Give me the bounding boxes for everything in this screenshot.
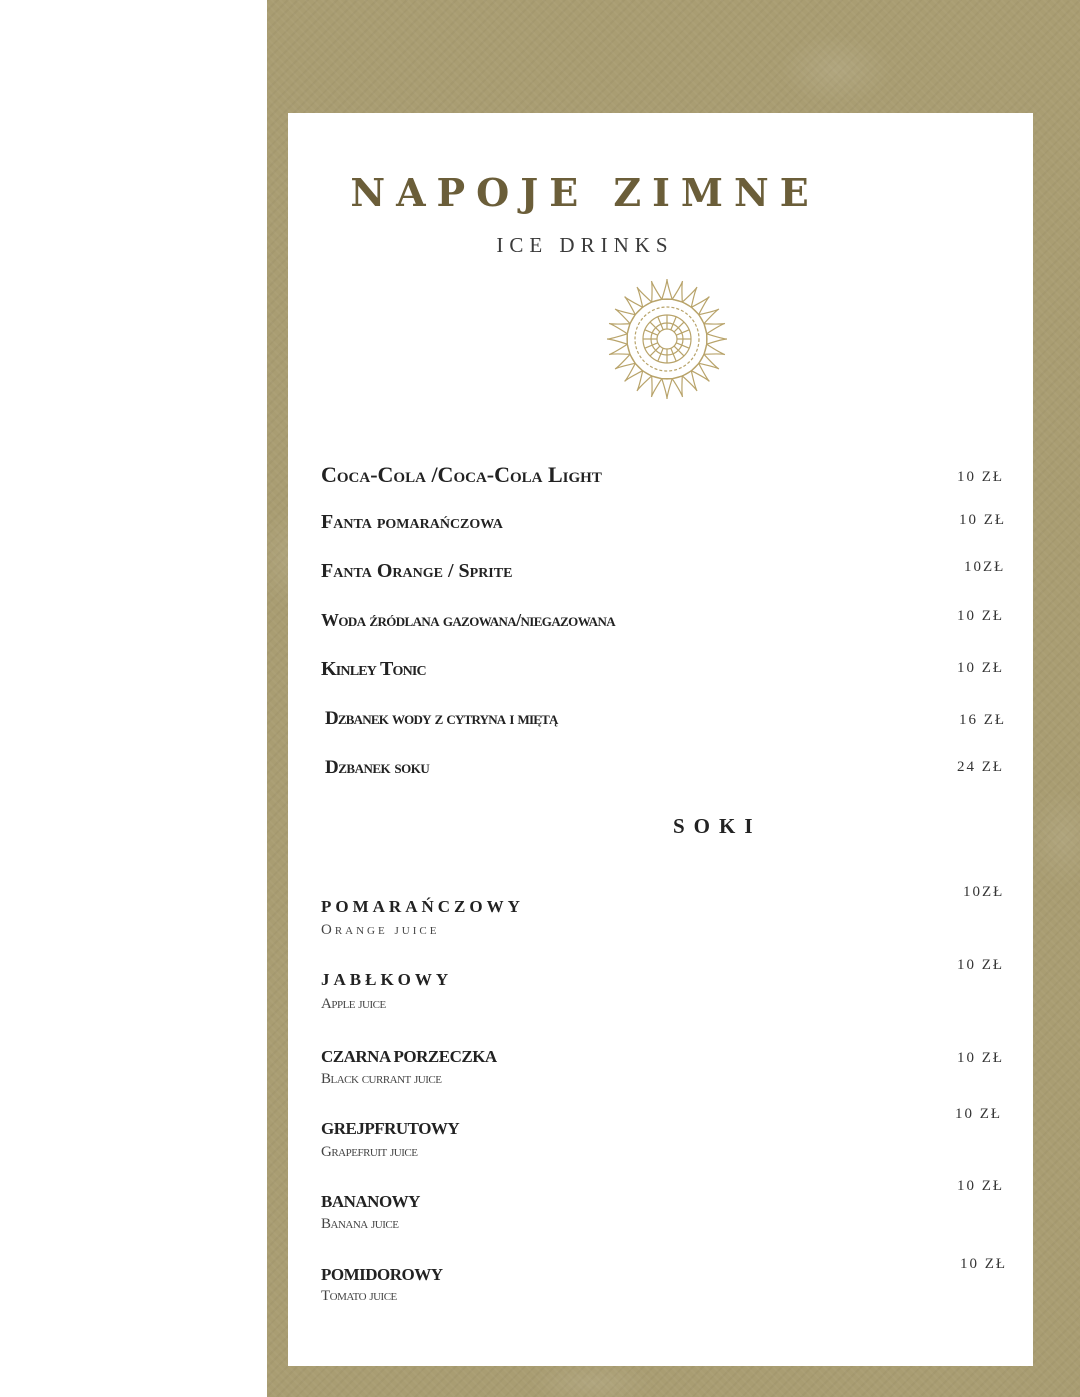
juice-subtitle-apple: Apple juice [321, 996, 386, 1012]
juice-price-bananowy: 10 ZŁ [957, 1178, 1005, 1194]
drink-name-fanta-pomaranczowa: Fanta pomarańczowa [321, 511, 503, 533]
mandala-icon [602, 275, 732, 403]
drink-price-coca-cola: 10 ZŁ [957, 469, 1005, 485]
juice-price-czarna-porzeczka: 10 ZŁ [957, 1050, 1005, 1066]
juice-name-pomidorowy: POMIDOROWY [321, 1265, 443, 1284]
juice-name-jablkowy: JABŁKOWY [321, 970, 453, 989]
juice-price-jablkowy: 10 ZŁ [957, 957, 1005, 973]
drink-price-fanta-orange-sprite: 10ZŁ [964, 559, 1006, 575]
drink-name-dzbanek-soku: Dzbanek soku [325, 757, 430, 778]
juice-subtitle-banana: Banana juice [321, 1216, 399, 1232]
juice-name-bananowy: BANANOWY [321, 1192, 420, 1211]
drink-name-dzbanek-wody: Dzbanek wody z cytryna i miętą [325, 708, 558, 729]
juice-subtitle-grapefruit: Grapefruit juice [321, 1144, 418, 1160]
juice-subtitle-orange: Orange juice [321, 922, 440, 938]
section-heading-soki: SOKI [673, 814, 762, 838]
drink-price-dzbanek-wody: 16 ZŁ [959, 712, 1007, 728]
drink-price-woda-zrodlana: 10 ZŁ [957, 608, 1005, 624]
drink-name-fanta-orange-sprite: Fanta Orange / Sprite [321, 560, 513, 582]
page-title: NAPOJE ZIMNE [350, 170, 820, 215]
drink-name-coca-cola: Coca-Cola /Coca-Cola Light [321, 462, 602, 487]
juice-price-pomaranczowy: 10ZŁ [963, 884, 1005, 900]
juice-subtitle-black-currant: Black currant juice [321, 1071, 442, 1087]
juice-price-pomidorowy: 10 ZŁ [960, 1256, 1008, 1272]
drink-price-kinley-tonic: 10 ZŁ [957, 660, 1005, 676]
juice-price-grejpfrutowy: 10 ZŁ [955, 1106, 1003, 1122]
juice-name-czarna-porzeczka: CZARNA PORZECZKA [321, 1047, 497, 1066]
juice-subtitle-tomato: Tomato juice [321, 1288, 397, 1304]
drink-price-dzbanek-soku: 24 ZŁ [957, 759, 1005, 775]
juice-name-grejpfrutowy: GREJPFRUTOWY [321, 1119, 460, 1138]
drink-price-fanta-pomaranczowa: 10 ZŁ [959, 512, 1007, 528]
juice-name-pomaranczowy: POMARAŃCZOWY [321, 897, 524, 916]
page-subtitle: ICE DRINKS [496, 233, 674, 257]
drink-name-kinley-tonic: Kinley Tonic [321, 658, 426, 680]
drink-name-woda-zrodlana: Woda źródlana gazowana/niegazowana [321, 610, 616, 630]
